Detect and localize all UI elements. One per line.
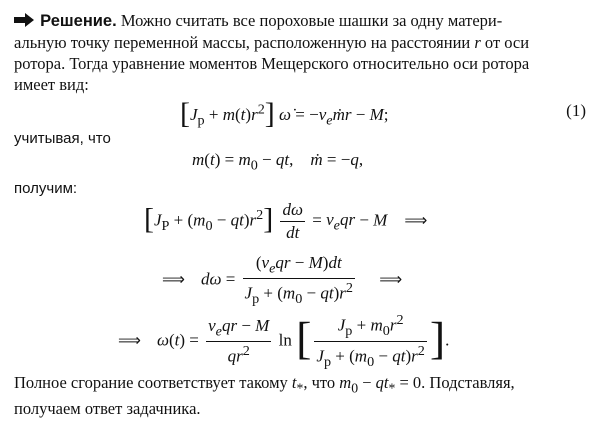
equation-1-number: (1) <box>566 101 586 120</box>
intro-paragraph <box>14 10 590 95</box>
equation-5: ⟹ ω(t) = $\frac{v_eqr - M}{qr^2}$ ln [ $\frac{J_р + m_0r^2}{J_р + (m_0 - qt)r^2}$ ]. <box>118 312 450 371</box>
intro-line-2: альную точку переменной массы, расположенную на расстоянии r от оси <box>14 33 530 52</box>
conclusion-line-1: Полное сгорание соответствует такому $t_*$, что $m_0 - qt_* = 0$. Подставляя, <box>14 373 515 396</box>
equation-1: $[J_р + m(t)r^2]$ ω̇ = $-v_eṁr - M$; <box>180 97 389 130</box>
intro-line-3: ротора. Тогда уравнение моментов Мещерского относительно оси ротора <box>14 54 530 73</box>
equation-3: $[J_P + (m_0 - qt)r^2]$ $\frac{d\omega}{dt}$ = $v_eqr - M$ ⟹ <box>144 200 427 242</box>
var-r: r <box>474 33 481 52</box>
intro-text-1: Можно считать все пороховые шашки за одну матери- <box>120 11 503 30</box>
equation-4: ⟹ dω = $\frac{(v_eqr - M)dt}{J_р + (m_0 - qt)r^2}$ ⟹ <box>162 253 402 308</box>
intro-line-1 <box>14 10 590 32</box>
text-obtain: получим: <box>14 180 78 197</box>
intro-line-4: имеет вид: <box>14 75 89 94</box>
text-considering: учитывая, что <box>14 130 111 147</box>
conclusion-paragraph <box>14 372 590 419</box>
equation-2: $m(t) = m_0$ − qt, ṁ = −q, <box>192 150 364 174</box>
arrow-icon <box>14 11 36 32</box>
conclusion-line-2: получаем ответ задачника. <box>14 399 201 419</box>
solution-heading: Решение. <box>40 12 117 30</box>
